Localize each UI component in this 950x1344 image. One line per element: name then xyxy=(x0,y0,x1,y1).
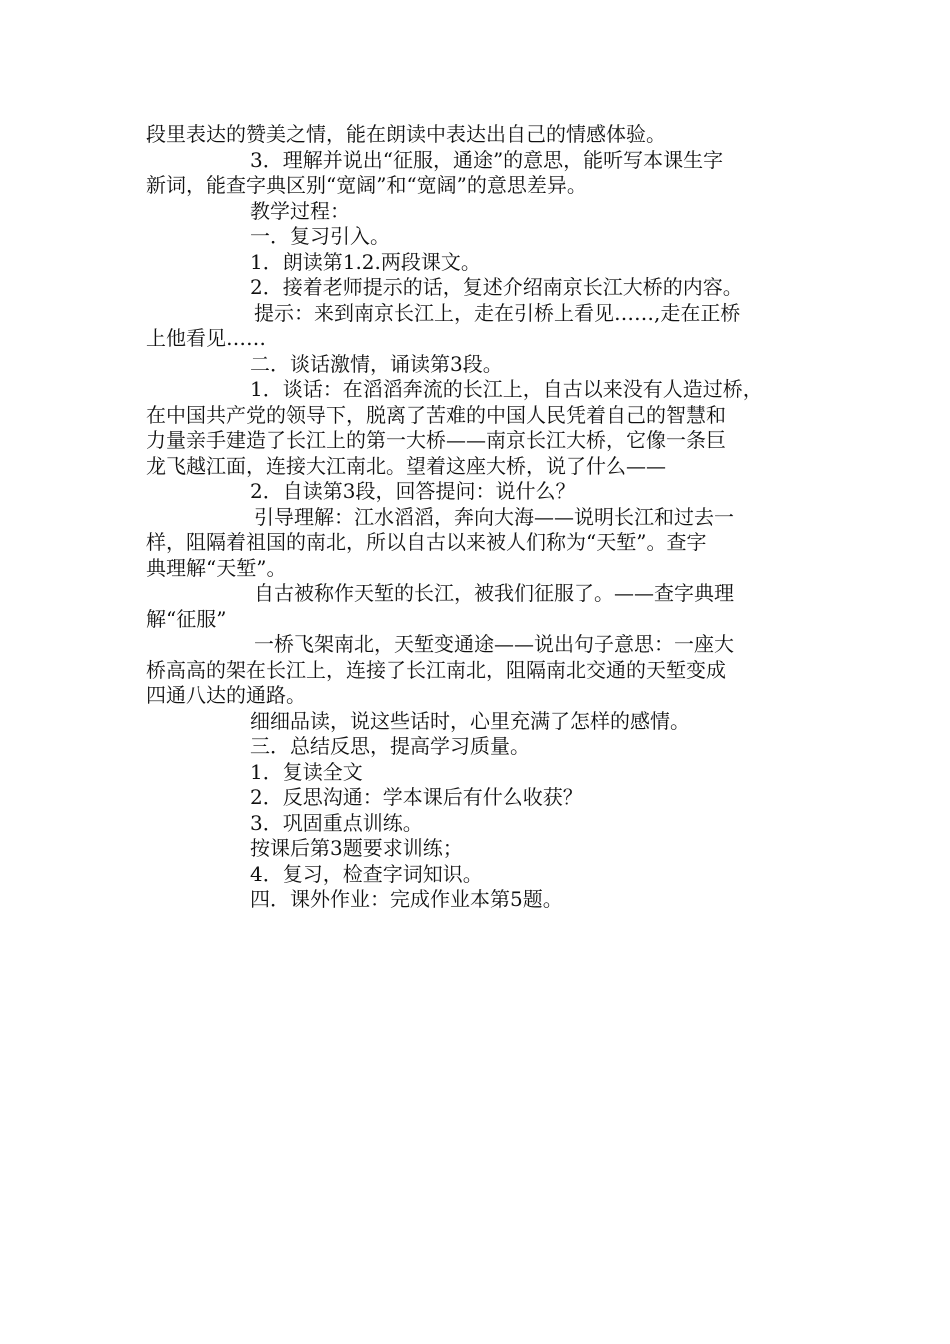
text-line: 3．理解并说出“征服，通途”的意思，能听写本课生字 xyxy=(250,147,724,172)
text-line: 样，阻隔着祖国的南北，所以自古以来被人们称为“天堑”。查字 xyxy=(146,530,707,554)
list-item: 2．接着老师提示的话，复述介绍南京长江大桥的内容。 xyxy=(250,275,743,299)
text-line: 龙飞越江面，连接大江南北。望着这座大桥，说了什么—— xyxy=(146,453,666,478)
text-line: 段里表达的赞美之情，能在朗读中表达出自己的情感体验。 xyxy=(146,122,666,146)
list-item: 1．谈话：在滔滔奔流的长江上，自古以来没有人造过桥， xyxy=(250,377,763,401)
document-body xyxy=(146,122,810,913)
section-heading: 四．课外作业：完成作业本第5题。 xyxy=(250,887,563,911)
text-line: 一桥飞架南北，天堑变通途——说出句子意思：一座大 xyxy=(254,632,734,656)
text-line: 按课后第3题要求训练； xyxy=(250,836,463,860)
text-line: 提示：来到南京长江上，走在引桥上看见……,走在正桥 xyxy=(254,300,741,325)
text-line: 桥高高的架在长江上，连接了长江南北，阻隔南北交通的天堑变成 xyxy=(146,657,726,682)
text-line: 解“征服” xyxy=(146,606,227,631)
list-item: 2．反思沟通：学本课后有什么收获？ xyxy=(250,785,583,809)
text-line: 引导理解：江水滔滔，奔向大海——说明长江和过去一 xyxy=(254,504,734,529)
section-heading: 三．总结反思，提高学习质量。 xyxy=(250,734,530,758)
text-line: 力量亲手建造了长江上的第一大桥——南京长江大桥，它像一条巨 xyxy=(146,428,726,452)
section-heading: 一．复习引入。 xyxy=(250,224,390,248)
section-heading: 教学过程： xyxy=(250,198,350,223)
list-item: 3．巩固重点训练。 xyxy=(250,810,423,835)
text-line: 上他看见…… xyxy=(146,326,266,350)
text-line: 典理解“天堑”。 xyxy=(146,555,287,580)
text-line: 自古被称作天堑的长江，被我们征服了。——查字典理 xyxy=(254,581,734,605)
list-item: 1．朗读第1.2.两段课文。 xyxy=(250,249,481,274)
list-item: 1．复读全文 xyxy=(250,759,363,784)
text-line: 在中国共产党的领导下，脱离了苦难的中国人民凭着自己的智慧和 xyxy=(146,402,726,427)
section-heading: 二．谈话激情，诵读第3段。 xyxy=(250,351,503,376)
text-line: 新词，能查字典区别“宽阔”和“宽阔”的意思差异。 xyxy=(146,173,587,197)
list-item: 4．复习，检查字词知识。 xyxy=(250,861,483,886)
text-line: 细细品读，说这些话时，心里充满了怎样的感情。 xyxy=(250,708,690,733)
text-line: 四通八达的通路。 xyxy=(146,683,306,707)
list-item: 2．自读第3段，回答提问：说什么？ xyxy=(250,479,576,503)
